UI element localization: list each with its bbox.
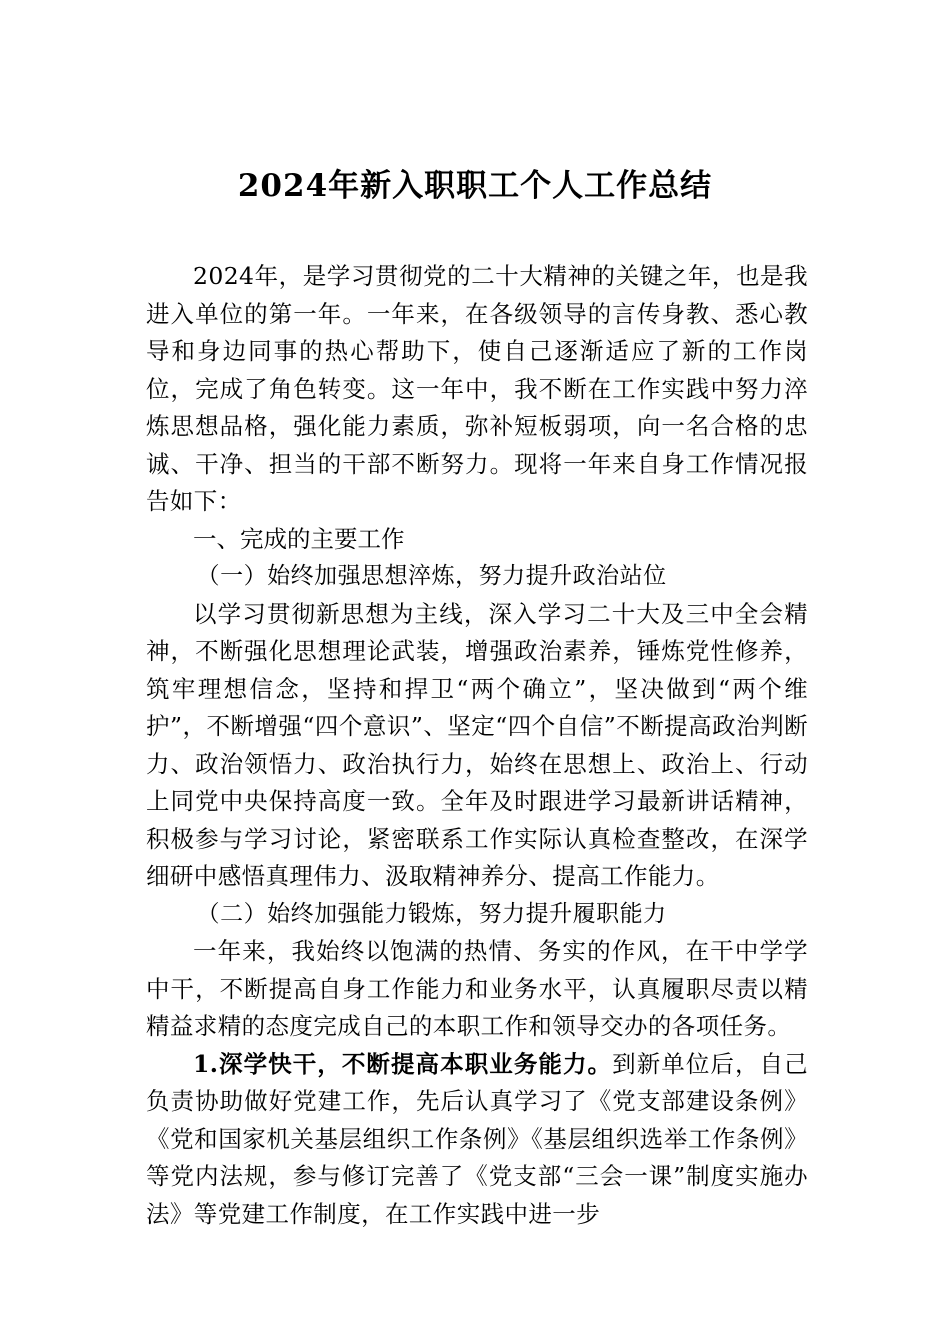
item-1-paragraph (146, 1046, 808, 1234)
subsection-heading-1: （一）始终加强思想淬炼，努力提升政治站位 (196, 563, 667, 589)
item-1-lead: 1.深学快干，不断提高本职业务能力。 (193, 1049, 613, 1078)
section-heading-1: 一、完成的主要工作 (193, 524, 405, 553)
subsection-heading-2: （二）始终加强能力锻炼，努力提升履职能力 (196, 900, 667, 927)
subsection-1-paragraph: 以学习贯彻新思想为主线，深入学习二十大及三中全会精神，不断强化思想理论武装，增强政治素养，锤炼党性修养，筑牢理想信念，坚持和捍卫“两个确立”，坚决做到“两个维护”，不断增强“四个意识”、坚定“四个自信”不断提高政治判断力、政治领悟力、政治执行力，始终在思想上、政治上、行动上同党中央保持高度一致。全年及时跟进学习最新讲话精神，积极参与学习讨论，紧密联系工作实际认真检查整改，在深学细研中感悟真理伟力、汲取精神养分、提高工作能力。 (146, 599, 808, 890)
item-1-body: 到新单位后，自己负责协助做好党建工作，先后认真学习了《党支部建设条例》《党和国家机关基层组织工作条例》《基层组织选举工作条例》等党内法规，参与修订完善了《党支部“三会一课”制度实施办法》等党建工作制度，在工作实践中进一步 (146, 1049, 809, 1228)
subsection-2-paragraph: 一年来，我始终以饱满的热情、务实的作风，在干中学学中干，不断提高自身工作能力和业务水平，认真履职尽责以精精益求精的态度完成自己的本职工作和领导交办的各项任务。 (146, 937, 808, 1040)
document-body (146, 258, 808, 1233)
document-title: 2024年新入职职工个人工作总结 (237, 168, 713, 204)
intro-paragraph: 2024年，是学习贯彻党的二十大精神的关键之年，也是我进入单位的第一年。一年来，在各级领导的言传身教、悉心教导和身边同事的热心帮助下，使自己逐渐适应了新的工作岗位，完成了角色转变。这一年中，我不断在工作实践中努力淬炼思想品格，强化能力素质，弥补短板弱项，向一名合格的忠诚、干净、担当的干部不断努力。现将一年来自身工作情况报告如下： (146, 262, 808, 515)
